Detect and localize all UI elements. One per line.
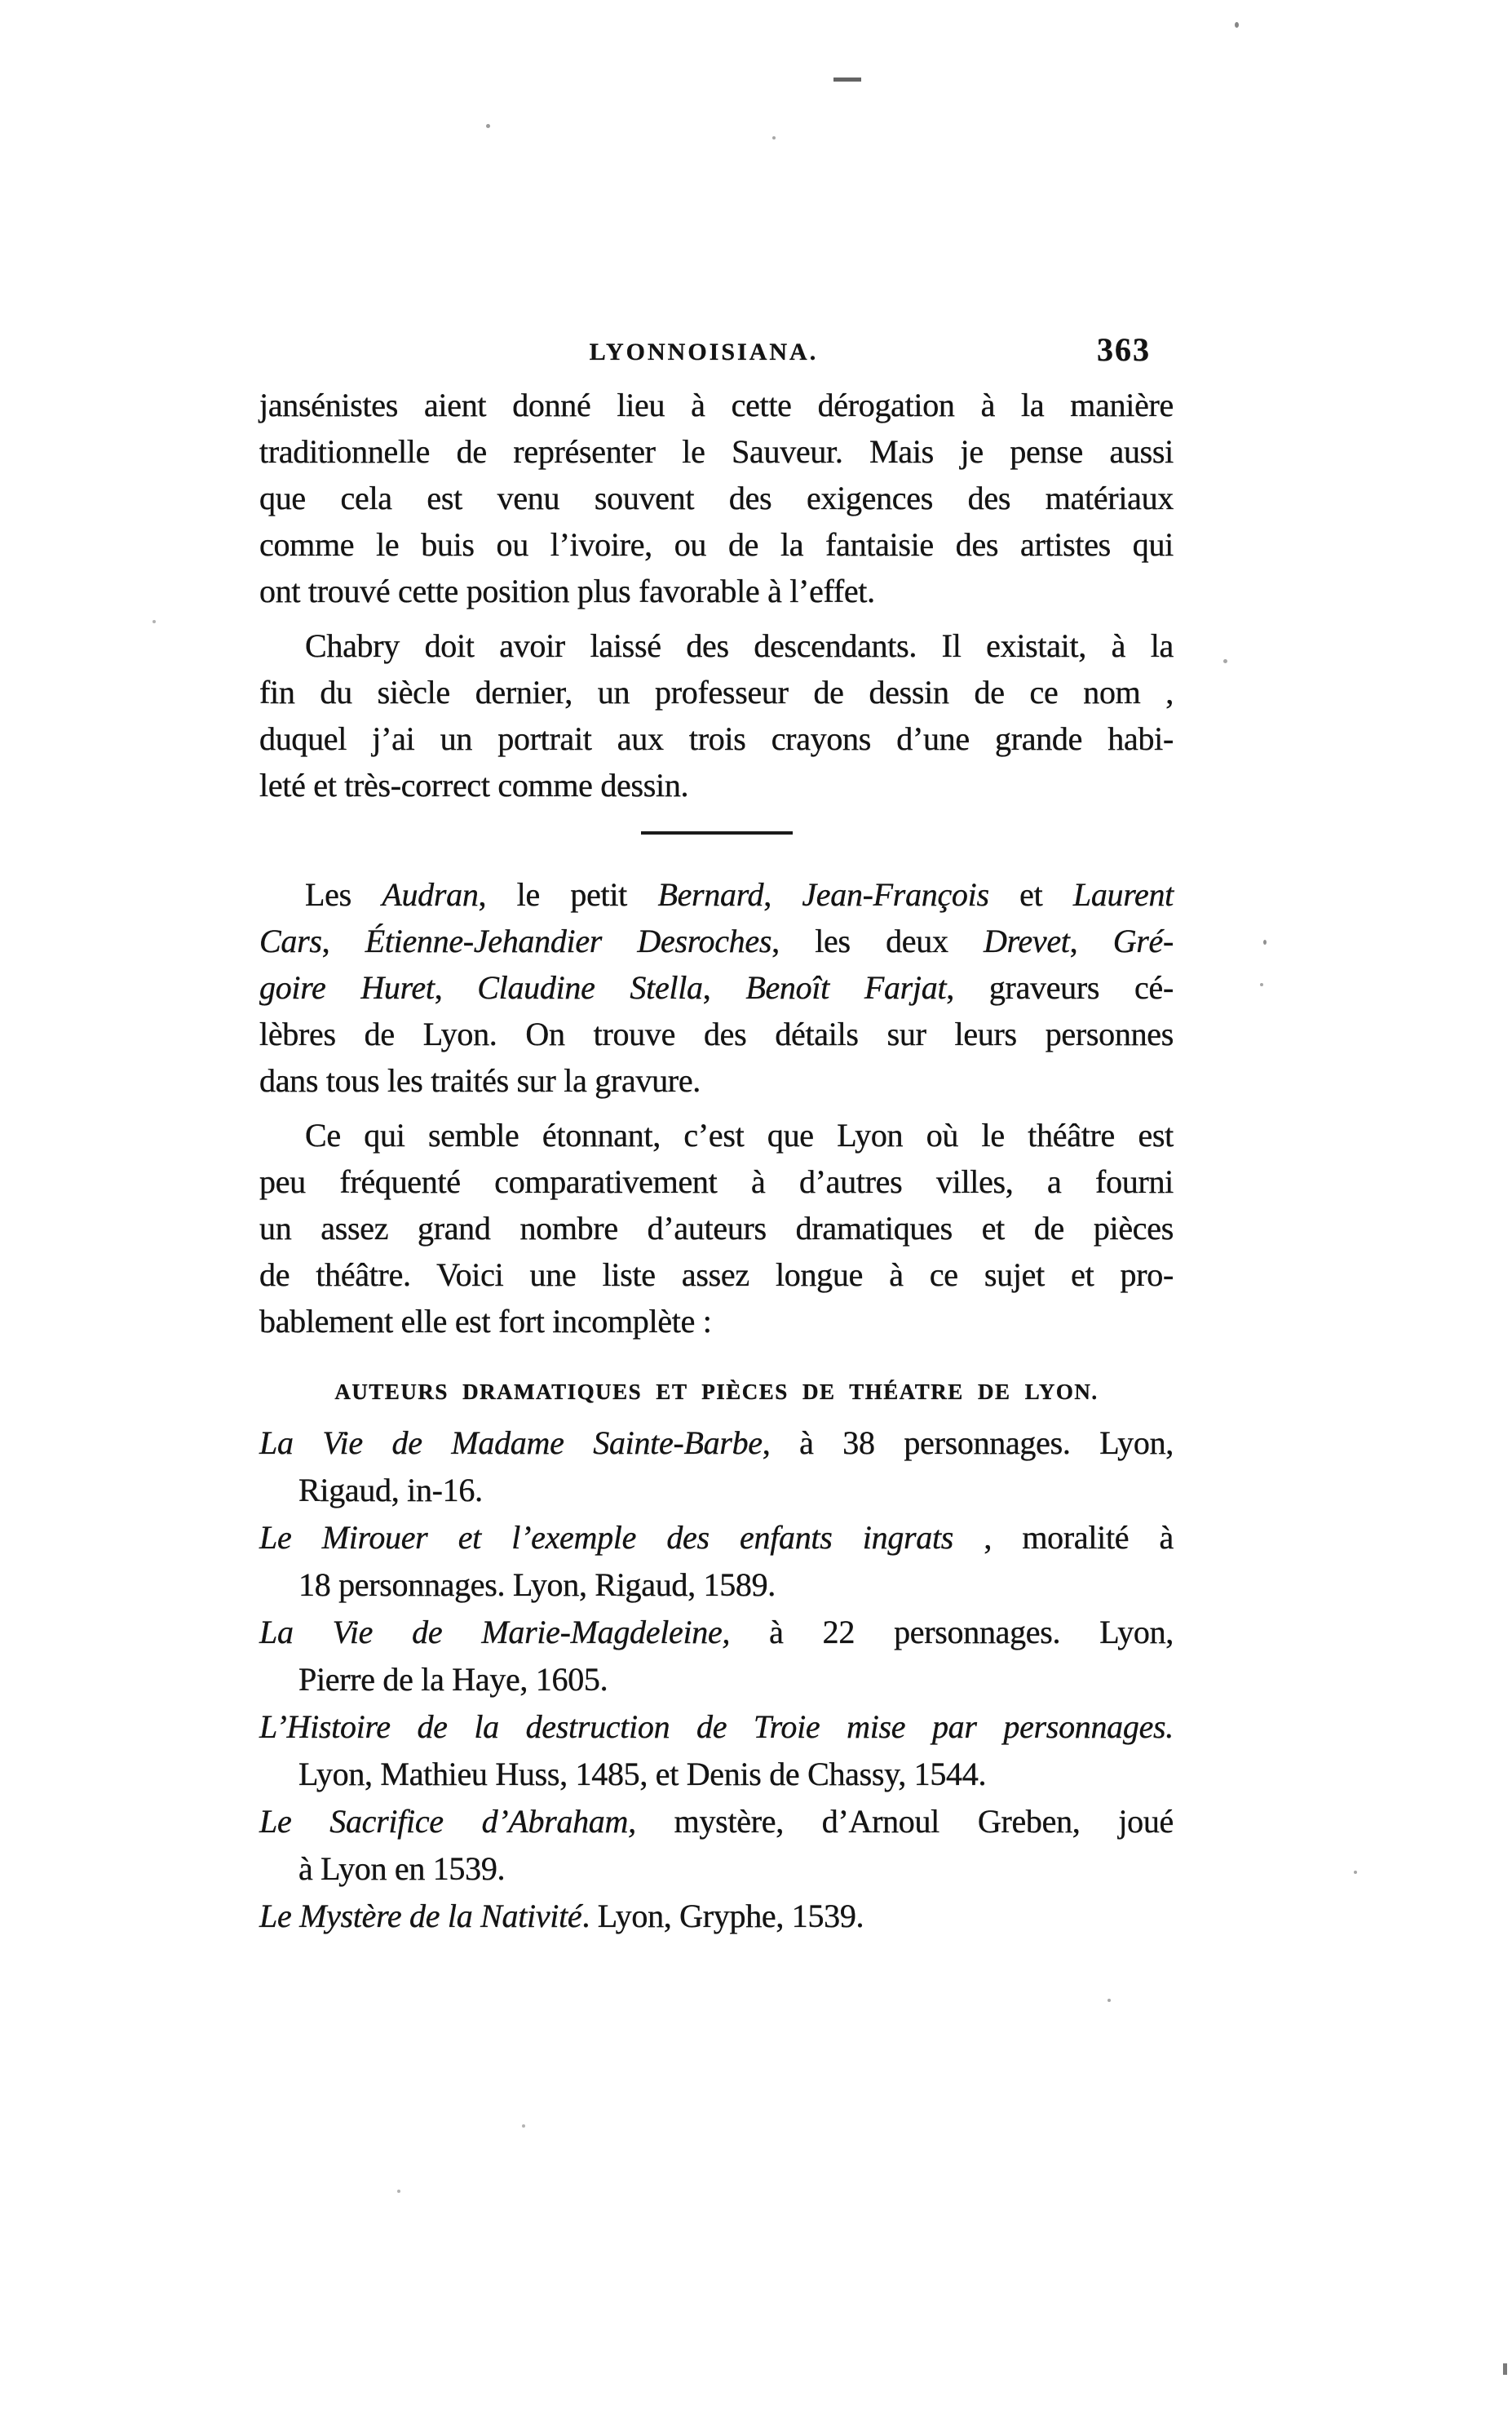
paragraph-2 [259, 622, 1174, 808]
text-line: un assez grand nombre d’auteurs dramatiques et de pièces [259, 1210, 1174, 1247]
scan-speck [1263, 940, 1267, 945]
scan-speck [1235, 22, 1239, 28]
scan-speck [522, 2124, 525, 2128]
scan-speck [1503, 2363, 1507, 2375]
text-line: Ce qui semble étonnant, c’est que Lyon où le théâtre est [305, 1117, 1174, 1154]
text-line: Pierre de la Haye, 1605. [298, 1661, 608, 1698]
paragraph-1 [259, 382, 1174, 614]
scan-speck [833, 78, 861, 82]
paragraph-4 [259, 1112, 1174, 1344]
text-line: Cars, Étienne-Jehandier Desroches, les deux Drevet, Gré- [259, 923, 1174, 959]
scan-speck [772, 136, 776, 140]
play-list [259, 1419, 1174, 1940]
text-line: 18 personnages. Lyon, Rigaud, 1589. [298, 1566, 776, 1603]
text-line: Les Audran, le petit Bernard, Jean-François et Laurent [305, 876, 1174, 913]
scan-speck [397, 2190, 400, 2193]
text-line: leté et très-correct comme dessin. [259, 767, 689, 804]
text-line: duquel j’ai un portrait aux trois crayons d’une grande habi- [259, 720, 1174, 757]
text-line: que cela est venu souvent des exigences des matériaux [259, 480, 1174, 516]
text-line: jansénistes aient donné lieu à cette dérogation à la manière [259, 387, 1174, 423]
text-line: Rigaud, in-16. [298, 1472, 483, 1508]
text-line: bablement elle est fort incomplète : [259, 1303, 712, 1340]
page-body [259, 382, 1174, 1940]
text-line: La Vie de Marie-Magdeleine, à 22 personnages. Lyon, [259, 1614, 1174, 1650]
text-line: dans tous les traités sur la gravure. [259, 1062, 701, 1099]
scan-speck [1260, 983, 1263, 986]
scan-speck [1354, 1871, 1357, 1874]
text-line: goire Huret, Claudine Stella, Benoît Farjat, graveurs cé- [259, 969, 1174, 1006]
paragraph-3 [259, 871, 1174, 1104]
scan-speck [1107, 1999, 1111, 2002]
text-line: fin du siècle dernier, un professeur de dessin de ce nom , [259, 674, 1174, 711]
text-line: ont trouvé cette position plus favorable à l’effet. [259, 573, 875, 609]
text-line: peu fréquenté comparativement à d’autres villes, a fourni [259, 1163, 1174, 1200]
page-number: 363 [1097, 331, 1151, 368]
scan-speck [1223, 659, 1227, 663]
text-line: comme le buis ou l’ivoire, ou de la fantaisie des artistes qui [259, 526, 1174, 563]
text-line: de théâtre. Voici une liste assez longue à ce sujet et pro- [259, 1256, 1174, 1293]
scan-speck [153, 620, 156, 623]
text-line: lèbres de Lyon. On trouve des détails sur leurs personnes [259, 1016, 1174, 1052]
text-line: Chabry doit avoir laissé des descendants. Il existait, à la [305, 627, 1174, 664]
text-line: à Lyon en 1539. [298, 1850, 506, 1887]
text-line: La Vie de Madame Sainte-Barbe, à 38 personnages. Lyon, [259, 1424, 1174, 1461]
section-divider [641, 831, 793, 835]
section-heading: AUTEURS DRAMATIQUES ET PIÈCES DE THÉATRE DE LYON. [334, 1380, 1099, 1404]
scan-speck [486, 124, 490, 128]
text-line: Le Sacrifice d’Abraham, mystère, d’Arnoul Greben, joué [259, 1803, 1174, 1840]
text-line: Le Mirouer et l’exemple des enfants ingrats , moralité à [259, 1519, 1174, 1556]
text-line: L’Histoire de la destruction de Troie mise par personnages. [259, 1708, 1174, 1745]
text-line: Le Mystère de la Nativité. Lyon, Gryphe, 1539. [259, 1898, 864, 1934]
running-title: LYONNOISIANA. [589, 339, 819, 365]
text-line: Lyon, Mathieu Huss, 1485, et Denis de Chassy, 1544. [298, 1756, 987, 1792]
text-line: traditionnelle de représenter le Sauveur. Mais je pense aussi [259, 433, 1174, 470]
